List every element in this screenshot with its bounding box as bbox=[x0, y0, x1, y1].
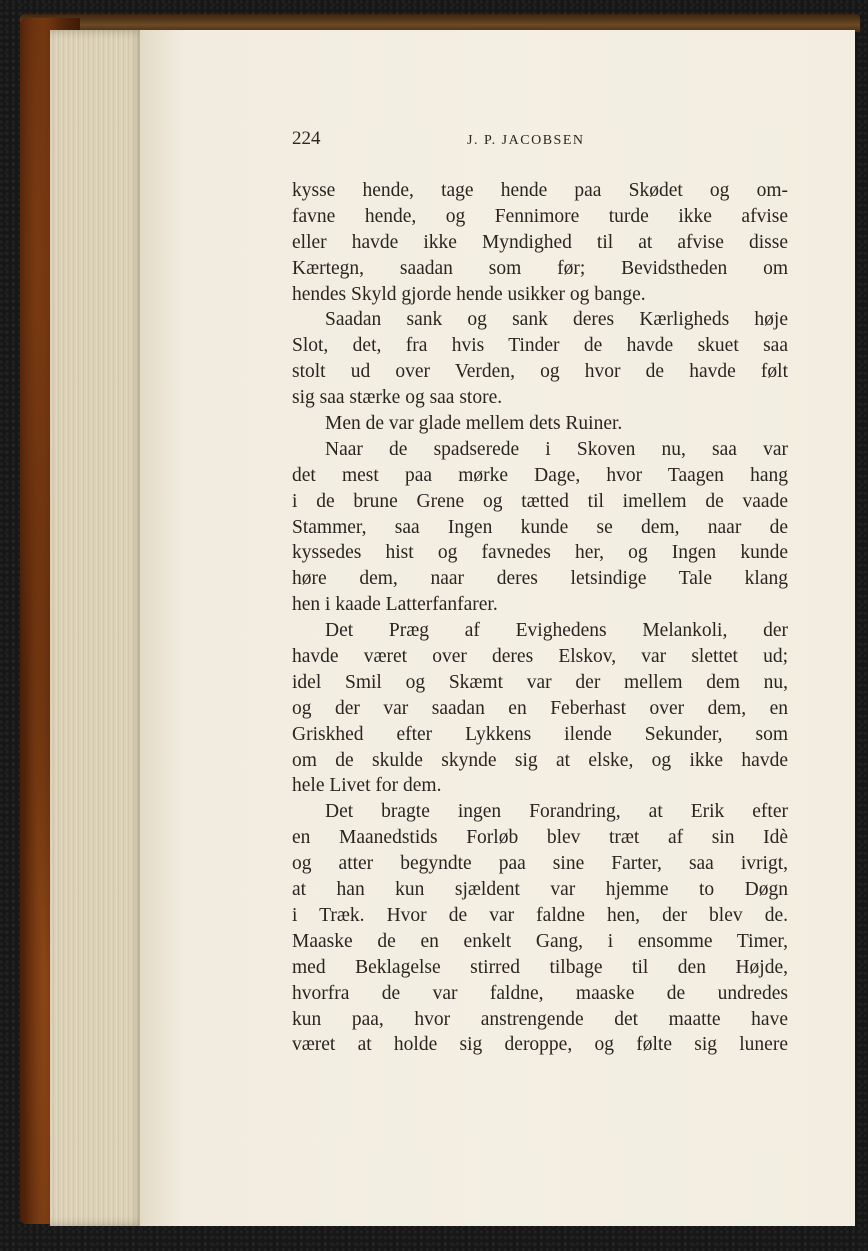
text-line: om de skulde skynde sig at elske, og ikke havde bbox=[292, 749, 788, 771]
text-line: med Beklagelse stirred tilbage til den Højde, bbox=[292, 956, 788, 978]
text-line: en Maanedstids Forløb blev træt af sin Idè bbox=[292, 827, 788, 849]
text-line: det mest paa mørke Dage, hvor Taagen hang bbox=[292, 464, 788, 486]
text-line: kysse hende, tage hende paa Skødet og om- bbox=[292, 180, 788, 201]
text-line: Saadan sank og sank deres Kærligheds høje bbox=[325, 309, 788, 331]
text-line: Det bragte ingen Forandring, at Erik efter bbox=[325, 801, 788, 823]
text-line: Griskhed efter Lykkens ilende Sekunder, som bbox=[292, 723, 788, 745]
running-head-author: J. P. JACOBSEN bbox=[467, 133, 585, 148]
text-line: Det Præg af Evighedens Melankoli, der bbox=[325, 620, 788, 642]
text-line: Men de var glade mellem dets Ruiner. bbox=[325, 413, 623, 435]
text-line: hvorfra de var faldne, maaske de undredes bbox=[292, 982, 788, 1004]
text-line: stolt ud over Verden, og hvor de havde følt bbox=[292, 361, 788, 383]
text-line: Maaske de en enkelt Gang, i ensomme Timer, bbox=[292, 930, 788, 952]
text-line: i Træk. Hvor de var faldne hen, der blev de. bbox=[292, 904, 788, 926]
text-line: og der var saadan en Feberhast over dem, en bbox=[292, 697, 788, 719]
page-edges-stack bbox=[50, 30, 145, 1226]
text-line: kyssedes hist og favnedes her, og Ingen kunde bbox=[292, 542, 788, 564]
text-line: kun paa, hvor anstrengende det maatte have bbox=[292, 1008, 788, 1030]
text-line: høre dem, naar deres letsindige Tale klang bbox=[292, 568, 788, 590]
text-line: og atter begyndte paa sine Farter, saa ivrigt, bbox=[292, 853, 788, 875]
text-line: sig saa stærke og saa store. bbox=[292, 387, 503, 409]
text-line: været at holde sig deroppe, og følte sig lunere bbox=[292, 1034, 788, 1056]
text-line: Naar de spadserede i Skoven nu, saa var bbox=[325, 438, 788, 460]
text-line: Kærtegn, saadan som før; Bevidstheden om bbox=[292, 257, 788, 279]
text-line: i de brune Grene og tætted til imellem de vaade bbox=[292, 490, 788, 512]
body-text bbox=[292, 178, 788, 1058]
text-line: Slot, det, fra hvis Tinder de havde skuet saa bbox=[292, 335, 788, 357]
text-line: havde været over deres Elskov, var slettet ud; bbox=[292, 646, 788, 668]
page-header bbox=[292, 128, 792, 158]
text-line: hele Livet for dem. bbox=[292, 775, 442, 797]
text-line: at han kun sjældent var hjemme to Døgn bbox=[292, 879, 788, 901]
page-number: 224 bbox=[292, 128, 321, 149]
text-line: Stammer, saa Ingen kunde se dem, naar de bbox=[292, 516, 788, 538]
text-line: eller havde ikke Myndighed til at afvise disse bbox=[292, 231, 788, 253]
text-line: hen i kaade Latterfanfarer. bbox=[292, 594, 498, 616]
text-line: hendes Skyld gjorde hende usikker og bange. bbox=[292, 283, 646, 305]
text-line: favne hende, og Fennimore turde ikke afvise bbox=[292, 205, 788, 227]
text-line: idel Smil og Skæmt var der mellem dem nu, bbox=[292, 671, 788, 693]
